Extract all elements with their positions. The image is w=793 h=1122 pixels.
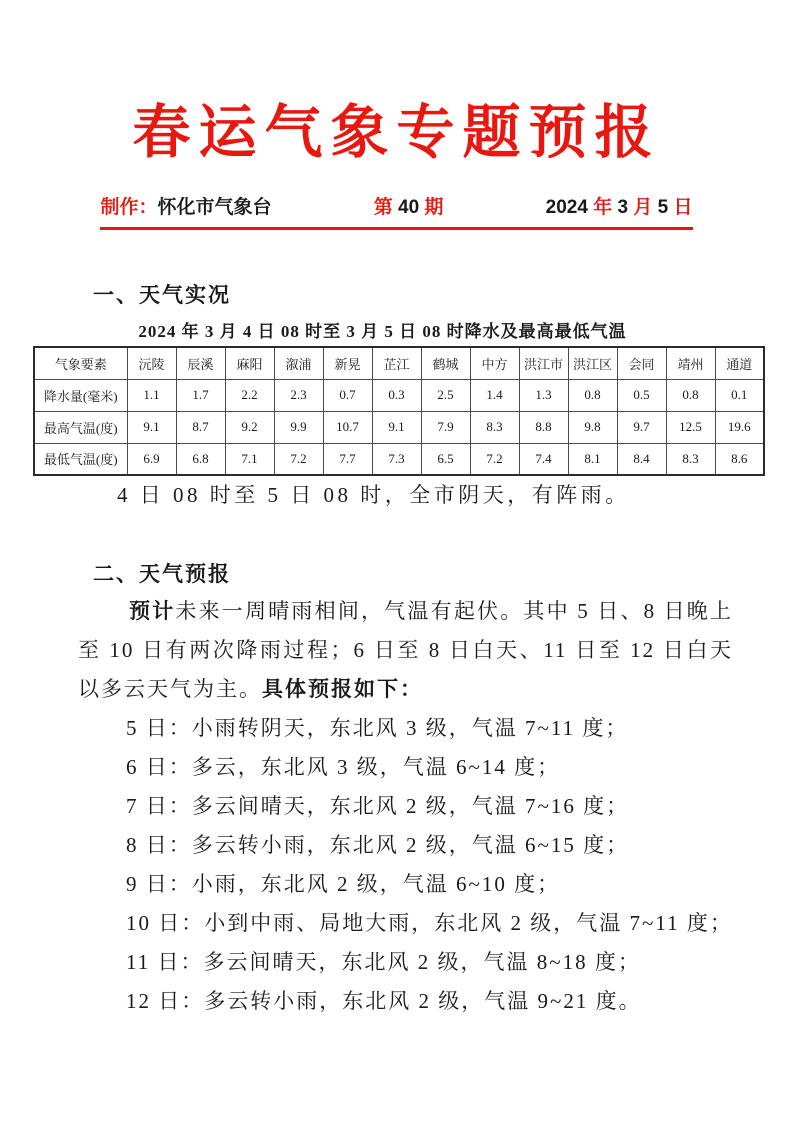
column-header: 鹤城 <box>421 347 470 379</box>
weather-table-title: 2024 年 3 月 4 日 08 时至 3 月 5 日 08 时降水及最高最低气温 <box>138 322 627 341</box>
table-cell: 6.9 <box>127 443 176 475</box>
table-cell: 10.7 <box>323 411 372 443</box>
red-divider <box>100 227 693 230</box>
column-header: 沅陵 <box>127 347 176 379</box>
column-header: 溆浦 <box>274 347 323 379</box>
column-header: 新晃 <box>323 347 372 379</box>
table-cell: 0.7 <box>323 379 372 411</box>
column-header: 会同 <box>617 347 666 379</box>
table-cell: 1.4 <box>470 379 519 411</box>
column-header: 气象要素 <box>34 347 127 379</box>
table-cell: 2.3 <box>274 379 323 411</box>
forecast-line-day8: 8 日：多云转小雨，东北风 2 级，气温 6~15 度； <box>126 833 630 857</box>
table-cell: 19.6 <box>715 411 764 443</box>
forecast-intro-tail: 具体预报如下： <box>262 677 423 701</box>
table-cell: 6.8 <box>176 443 225 475</box>
column-header: 通道 <box>715 347 764 379</box>
table-cell: 7.7 <box>323 443 372 475</box>
table-cell: 9.8 <box>568 411 617 443</box>
forecast-line-day6: 6 日：多云，东北风 3 级，气温 6~14 度； <box>126 755 561 779</box>
daily-forecast-list <box>78 709 733 1021</box>
table-cell: 2.2 <box>225 379 274 411</box>
table-row <box>34 443 764 475</box>
issue-value: 40 <box>398 197 420 218</box>
producer-name: 怀化市气象台 <box>157 197 272 218</box>
table-cell: 8.4 <box>617 443 666 475</box>
table-cell: 1.1 <box>127 379 176 411</box>
table-cell: 0.8 <box>666 379 715 411</box>
column-header: 洪江市 <box>519 347 568 379</box>
forecast-line-day12: 12 日：多云转小雨，东北风 2 级，气温 9~21 度。 <box>126 989 642 1013</box>
table-cell: 7.3 <box>372 443 421 475</box>
page-title: 春运气象专题预报 <box>132 98 661 166</box>
row-label: 最低气温(度) <box>34 443 127 475</box>
publish-date <box>546 196 693 220</box>
weather-table <box>33 346 765 476</box>
table-cell: 9.2 <box>225 411 274 443</box>
row-label: 降水量(毫米) <box>34 379 127 411</box>
table-cell: 0.3 <box>372 379 421 411</box>
issue-suffix: 期 <box>419 197 444 218</box>
column-header: 靖州 <box>666 347 715 379</box>
forecast-line-day5: 5 日：小雨转阴天，东北风 3 级，气温 7~11 度； <box>126 716 629 740</box>
table-cell: 7.2 <box>470 443 519 475</box>
table-row <box>34 411 764 443</box>
table-cell: 7.1 <box>225 443 274 475</box>
table-cell: 0.8 <box>568 379 617 411</box>
table-cell: 7.4 <box>519 443 568 475</box>
column-header: 中方 <box>470 347 519 379</box>
table-cell: 1.3 <box>519 379 568 411</box>
column-header: 麻阳 <box>225 347 274 379</box>
document-body <box>0 283 793 1021</box>
table-cell: 0.5 <box>617 379 666 411</box>
date-day-unit: 日 <box>668 197 693 218</box>
table-cell: 8.6 <box>715 443 764 475</box>
table-cell: 8.7 <box>176 411 225 443</box>
table-cell: 8.8 <box>519 411 568 443</box>
date-year-unit: 年 <box>587 197 618 218</box>
table-cell: 7.2 <box>274 443 323 475</box>
table-cell: 8.3 <box>470 411 519 443</box>
table-row <box>34 379 764 411</box>
masthead <box>101 196 693 220</box>
date-month-unit: 月 <box>628 197 658 218</box>
section-heading-forecast: 二、天气预报 <box>93 563 231 586</box>
row-label: 最高气温(度) <box>34 411 127 443</box>
weather-summary: 4 日 08 时至 5 日 08 时，全市阴天，有阵雨。 <box>117 483 630 507</box>
forecast-line-day7: 7 日：多云间晴天，东北风 2 级，气温 7~16 度； <box>126 794 630 818</box>
table-header-row <box>34 347 764 379</box>
date-year: 2024 <box>545 197 588 218</box>
table-cell: 1.7 <box>176 379 225 411</box>
producer-label: 制作： <box>100 197 158 218</box>
forecast-line-day10: 10 日：小到中雨、局地大雨，东北风 2 级，气温 7~11 度； <box>126 911 733 935</box>
section-heading-weather-actual: 一、天气实况 <box>93 284 231 307</box>
issue-number <box>374 196 444 220</box>
forecast-intro <box>78 592 733 709</box>
column-header: 芷江 <box>372 347 421 379</box>
date-month: 3 <box>617 197 629 218</box>
table-cell: 8.1 <box>568 443 617 475</box>
forecast-line-day9: 9 日：小雨，东北风 2 级，气温 6~10 度； <box>126 872 561 896</box>
table-cell: 9.7 <box>617 411 666 443</box>
column-header: 洪江区 <box>568 347 617 379</box>
column-header: 辰溪 <box>176 347 225 379</box>
date-day: 5 <box>657 197 669 218</box>
forecast-intro-lead: 预计 <box>129 599 176 623</box>
issue-prefix: 第 <box>373 197 399 218</box>
forecast-line-day11: 11 日：多云间晴天，东北风 2 级，气温 8~18 度； <box>126 950 641 974</box>
producer <box>101 196 272 220</box>
table-cell: 12.5 <box>666 411 715 443</box>
table-cell: 9.1 <box>127 411 176 443</box>
table-cell: 9.9 <box>274 411 323 443</box>
table-cell: 9.1 <box>372 411 421 443</box>
forecast-intro-body: 未来一周晴雨相间，气温有起伏。其中 5 日、8 日晚上至 10 日有两次降雨过程；6 日至 8 日白天、11 日至 12 日白天以多云天气为主。 <box>78 599 734 701</box>
table-cell: 2.5 <box>421 379 470 411</box>
table-cell: 7.9 <box>421 411 470 443</box>
table-cell: 8.3 <box>666 443 715 475</box>
table-cell: 6.5 <box>421 443 470 475</box>
table-cell: 0.1 <box>715 379 764 411</box>
